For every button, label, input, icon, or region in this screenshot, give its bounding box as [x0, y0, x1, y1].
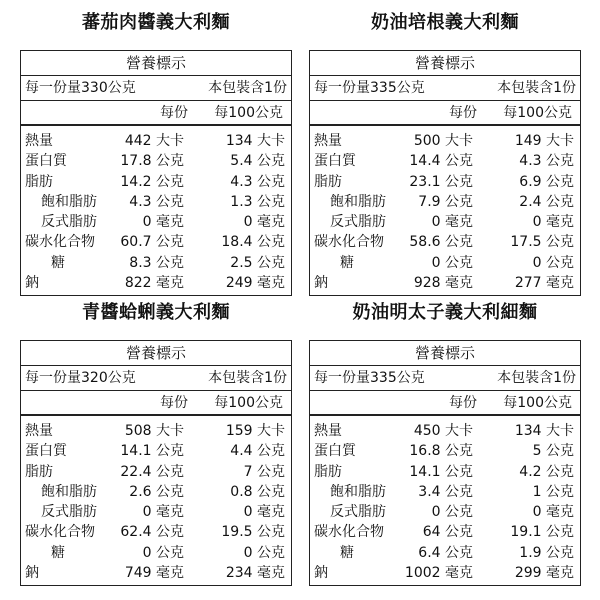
nutrition-label	[20, 50, 292, 296]
per-100g-value: 0.8 公克	[230, 483, 285, 500]
nutrient-row	[21, 563, 291, 583]
nutrient-list	[21, 131, 291, 293]
per-serving-value: 16.8 公克	[409, 443, 473, 460]
product-title: 青醬蛤蜊義大利麵	[82, 302, 230, 323]
nutrient-name: 糖	[51, 254, 65, 271]
nutrient-name: 蛋白質	[25, 153, 67, 170]
per-serving-value: 500 大卡	[413, 133, 473, 149]
nutrition-label	[309, 340, 581, 586]
nutrient-name: 鈉	[25, 565, 39, 582]
per-serving-value: 22.4 公克	[120, 463, 184, 480]
per-100g-value: 1.9 公克	[519, 544, 574, 561]
nutrient-row	[310, 192, 580, 212]
per-serving-value: 1002 毫克	[404, 565, 473, 582]
col-per-100g: 每100公克	[214, 395, 283, 411]
column-header-row	[21, 391, 291, 416]
nutrient-name: 脂肪	[25, 463, 53, 480]
nutrient-name: 碳水化合物	[25, 234, 95, 251]
nutrient-row	[310, 441, 580, 461]
per-100g-value: 4.4 公克	[230, 443, 285, 460]
nutrient-name: 鈉	[25, 275, 39, 292]
nutrient-name: 飽和脂肪	[41, 193, 97, 210]
per-100g-value: 159 大卡	[225, 423, 285, 439]
nutrient-list	[310, 421, 580, 583]
nutrition-label	[309, 50, 581, 296]
col-per-serving: 每份	[160, 395, 188, 411]
servings-per-pack: 本包裝含1份	[497, 370, 576, 386]
serving-size: 每一份量335公克	[314, 370, 425, 386]
per-serving-value: 450 大卡	[413, 423, 473, 439]
per-serving-value: 17.8 公克	[120, 153, 184, 170]
per-serving-value: 6.4 公克	[418, 544, 473, 561]
serving-info-row	[21, 366, 291, 391]
nutrient-row	[310, 253, 580, 273]
nutrient-name: 碳水化合物	[314, 234, 384, 251]
per-serving-value: 23.1 公克	[409, 173, 473, 190]
product-title: 奶油培根義大利麵	[371, 12, 519, 33]
col-per-serving: 每份	[449, 105, 477, 121]
nutrient-name: 熱量	[25, 133, 53, 149]
per-100g-value: 0 毫克	[532, 214, 574, 231]
nutrient-row	[21, 522, 291, 542]
per-serving-value: 3.4 公克	[418, 483, 473, 500]
per-serving-value: 0 毫克	[431, 214, 473, 231]
nutrient-row	[310, 172, 580, 192]
serving-size: 每一份量330公克	[25, 80, 136, 96]
label-header: 營養標示	[310, 341, 580, 366]
nutrient-name: 熱量	[314, 423, 342, 439]
per-100g-value: 4.3 公克	[230, 173, 285, 190]
per-100g-value: 2.4 公克	[519, 193, 574, 210]
nutrient-row	[310, 421, 580, 441]
per-serving-value: 442 大卡	[124, 133, 184, 149]
per-100g-value: 1.3 公克	[230, 193, 285, 210]
per-serving-value: 7.9 公克	[418, 193, 473, 210]
product-title: 奶油明太子義大利細麵	[352, 302, 538, 323]
per-100g-value: 0 公克	[532, 254, 574, 271]
per-100g-value: 249 毫克	[225, 275, 285, 292]
nutrient-name: 蛋白質	[314, 153, 356, 170]
nutrient-name: 鈉	[314, 565, 328, 582]
label-header: 營養標示	[21, 341, 291, 366]
nutrient-row	[21, 131, 291, 151]
per-serving-value: 0 公克	[431, 254, 473, 271]
per-100g-value: 19.1 公克	[510, 524, 574, 541]
per-100g-value: 0 毫克	[243, 504, 285, 521]
nutrient-row	[310, 482, 580, 502]
per-serving-value: 60.7 公克	[120, 234, 184, 251]
nutrient-row	[21, 421, 291, 441]
servings-per-pack: 本包裝含1份	[208, 80, 287, 96]
nutrient-name: 糖	[51, 544, 65, 561]
per-serving-value: 0 公克	[431, 504, 473, 521]
nutrient-row	[21, 172, 291, 192]
nutrient-row	[21, 482, 291, 502]
serving-info-row	[310, 76, 580, 101]
per-100g-value: 4.2 公克	[519, 463, 574, 480]
per-100g-value: 234 毫克	[225, 565, 285, 582]
per-100g-value: 0 毫克	[243, 214, 285, 231]
nutrient-name: 脂肪	[314, 173, 342, 190]
per-serving-value: 14.1 公克	[120, 443, 184, 460]
per-100g-value: 5.4 公克	[230, 153, 285, 170]
column-header-row	[310, 391, 580, 416]
nutrient-row	[21, 441, 291, 461]
nutrient-name: 蛋白質	[25, 443, 67, 460]
nutrient-row	[310, 563, 580, 583]
nutrient-name: 碳水化合物	[25, 524, 95, 541]
nutrient-row	[21, 212, 291, 232]
serving-info-row	[21, 76, 291, 101]
per-serving-value: 749 毫克	[124, 565, 184, 582]
per-100g-value: 149 大卡	[514, 133, 574, 149]
col-per-100g: 每100公克	[503, 105, 572, 121]
per-serving-value: 58.6 公克	[409, 234, 473, 251]
per-100g-value: 6.9 公克	[519, 173, 574, 190]
nutrient-name: 飽和脂肪	[330, 483, 386, 500]
nutrient-name: 反式脂肪	[330, 214, 386, 231]
per-100g-value: 134 大卡	[514, 423, 574, 439]
per-serving-value: 0 公克	[142, 544, 184, 561]
nutrient-name: 反式脂肪	[330, 504, 386, 521]
per-serving-value: 4.3 公克	[129, 193, 184, 210]
per-serving-value: 0 毫克	[142, 214, 184, 231]
nutrient-name: 鈉	[314, 275, 328, 292]
serving-info-row	[310, 366, 580, 391]
nutrient-row	[310, 462, 580, 482]
nutrient-name: 飽和脂肪	[330, 193, 386, 210]
nutrient-name: 反式脂肪	[41, 214, 97, 231]
nutrient-row	[21, 273, 291, 293]
nutrient-row	[310, 522, 580, 542]
nutrient-row	[21, 232, 291, 252]
nutrient-row	[310, 131, 580, 151]
nutrient-name: 糖	[340, 544, 354, 561]
per-serving-value: 508 大卡	[124, 423, 184, 439]
nutrient-row	[310, 212, 580, 232]
nutrient-name: 飽和脂肪	[41, 483, 97, 500]
nutrient-row	[310, 502, 580, 522]
nutrient-row	[21, 462, 291, 482]
per-serving-value: 14.1 公克	[409, 463, 473, 480]
per-100g-value: 5 公克	[532, 443, 574, 460]
servings-per-pack: 本包裝含1份	[208, 370, 287, 386]
per-100g-value: 277 毫克	[514, 275, 574, 292]
nutrition-label	[20, 340, 292, 586]
nutrient-row	[310, 543, 580, 563]
nutrient-row	[21, 253, 291, 273]
nutrient-row	[21, 151, 291, 171]
col-per-100g: 每100公克	[503, 395, 572, 411]
column-header-row	[21, 101, 291, 126]
per-100g-value: 7 公克	[243, 463, 285, 480]
per-100g-value: 4.3 公克	[519, 153, 574, 170]
per-100g-value: 299 毫克	[514, 565, 574, 582]
col-per-serving: 每份	[449, 395, 477, 411]
column-header-row	[310, 101, 580, 126]
per-100g-value: 1 公克	[532, 483, 574, 500]
nutrient-list	[310, 131, 580, 293]
nutrient-name: 碳水化合物	[314, 524, 384, 541]
servings-per-pack: 本包裝含1份	[497, 80, 576, 96]
nutrient-list	[21, 421, 291, 583]
per-100g-value: 2.5 公克	[230, 254, 285, 271]
nutrient-row	[21, 502, 291, 522]
nutrient-name: 熱量	[25, 423, 53, 439]
per-serving-value: 928 毫克	[413, 275, 473, 292]
nutrient-name: 蛋白質	[314, 443, 356, 460]
serving-size: 每一份量320公克	[25, 370, 136, 386]
nutrient-row	[310, 232, 580, 252]
per-100g-value: 17.5 公克	[510, 234, 574, 251]
per-100g-value: 18.4 公克	[221, 234, 285, 251]
per-serving-value: 8.3 公克	[129, 254, 184, 271]
per-100g-value: 19.5 公克	[221, 524, 285, 541]
per-serving-value: 14.2 公克	[120, 173, 184, 190]
label-header: 營養標示	[310, 51, 580, 76]
nutrient-name: 熱量	[314, 133, 342, 149]
per-100g-value: 134 大卡	[225, 133, 285, 149]
product-title: 蕃茄肉醬義大利麵	[82, 12, 230, 33]
per-serving-value: 0 毫克	[142, 504, 184, 521]
per-100g-value: 0 毫克	[532, 504, 574, 521]
per-serving-value: 64 公克	[422, 524, 473, 541]
per-serving-value: 14.4 公克	[409, 153, 473, 170]
per-serving-value: 2.6 公克	[129, 483, 184, 500]
per-serving-value: 822 毫克	[124, 275, 184, 292]
nutrient-name: 脂肪	[25, 173, 53, 190]
col-per-100g: 每100公克	[214, 105, 283, 121]
nutrient-name: 反式脂肪	[41, 504, 97, 521]
serving-size: 每一份量335公克	[314, 80, 425, 96]
nutrient-row	[310, 273, 580, 293]
nutrient-row	[21, 192, 291, 212]
per-100g-value: 0 公克	[243, 544, 285, 561]
nutrient-name: 脂肪	[314, 463, 342, 480]
nutrient-name: 糖	[340, 254, 354, 271]
label-header: 營養標示	[21, 51, 291, 76]
nutrient-row	[310, 151, 580, 171]
per-serving-value: 62.4 公克	[120, 524, 184, 541]
col-per-serving: 每份	[160, 105, 188, 121]
nutrient-row	[21, 543, 291, 563]
